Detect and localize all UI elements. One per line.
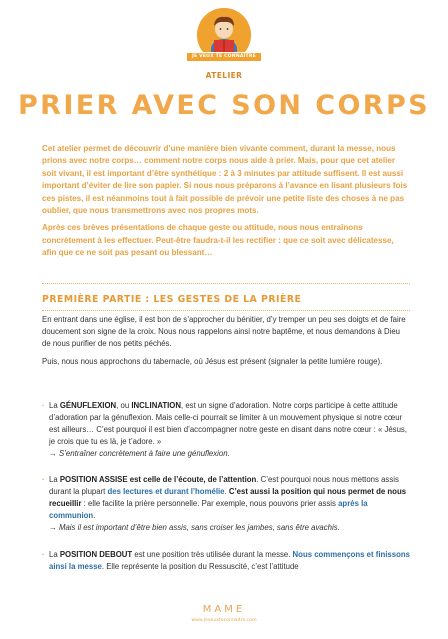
text-run: : elle facilite la prière personnelle. Par exemple, nous pouvons prier assis [81,499,339,509]
text-run: . [93,511,96,521]
page-title: PRIER AVEC SON CORPS [17,90,431,121]
publisher-logo: MAME [202,604,246,615]
category-label: ATELIER [205,71,243,80]
divider [42,283,410,284]
bullet-genuflexion [42,400,412,460]
keyword: POSITION ASSISE est celle de l’écoute, de l’attention [59,475,257,484]
keyword: INCLINATION [131,401,182,410]
bullet-position-debout [42,549,412,573]
section-paragraph-1: En entrant dans une église, il est bon de s’approcher du bénitier, d’y tremper un peu ses doigts et de faire doucement son signe de la croix. Nous nous rappelons ainsi notre baptême, et nous demandons à Dieu de nous purifier de nos petits péchés. [42,315,406,349]
section-underline [42,310,410,311]
section-title: PREMIÈRE PARTIE : LES GESTES DE LA PRIÈRE [42,294,302,305]
bullet-dot: · [42,475,45,484]
exercise-note: → Mais il est important d’être bien assis, sans croiser les jambes, sans être avachis. [49,523,340,533]
logo [186,8,262,68]
keyword: C’est aussi la position qui nous permet de nous recueillir [49,487,407,509]
intro-paragraph-2: Après ces brèves présentations de chaque geste ou attitude, nous nous entraînons concrètement à les effectuer. Peut-être faudra-t-il les rectifier : que ce soit avec délicatesse, afin que ce ne soit pas pesant ou blessant… [42,223,394,258]
text-run: . Elle représente la position du Ressuscité, c’est l’attitude [101,562,299,572]
section-paragraph-2: Puis, nous nous approchons du tabernacle, où Jésus est présent (signaler la petite lumière rouge). [42,357,383,366]
highlight: Nous commençons et finissons ainsi la messe [49,550,410,572]
intro-paragraph-1: Cet atelier permet de découvrir d’une manière bien vivante comment, durant la messe, nous prions avec notre corps… comment notre corps nous aide à prier. Mais, pour que cet atelier soit vivant, il est important d’être synthétique : 2 à 3 minutes par attitude suffisent. Il est aussi important d’éviter de lire son papier. Si nous nous préparons à l’avance en lisant plusieurs fois ces pistes, il est néanmoins tout à fait possible de prévoir une petite liste des choses à ne pas oublier, que nous transmettrons avec nos propres mots. [42,144,408,216]
text-run: , est un signe d’adoration. Notre corps participe à cette attitude d’adoration par la génuflexion. Mais celle-ci pourrait se limiter à un mouvement physique si notre cœur est ailleurs… C’est pourquoi il est bien d’accompagner notre geste en disant dans notre cœur : « Jésus, je crois que tu es là, je t’adore. » [49,401,407,447]
text-run: est une position très utilisée durant la messe. [132,550,293,559]
bullet-position-assise [42,474,412,534]
keyword: POSITION DEBOUT [59,550,133,559]
bullet-dot: · [42,401,45,410]
keyword: GÉNUFLEXION [59,401,117,410]
highlight: des lectures et durant l’homélie [107,487,225,497]
exercise-note: → S’entraîner concrètement à faire une génuflexion. [49,449,230,459]
highlight: après la communion [49,499,368,521]
bullet-dot: · [42,550,45,559]
text-run: La [49,401,60,410]
text-run: . C’est pourquoi nous nous mettons assis durant la plupart [49,475,399,497]
text-run: . [224,487,229,497]
intro [42,143,410,265]
text-run: , ou [116,401,132,410]
logo-banner-text: JE VEUX TE CONNAÎTRE [186,52,262,62]
text-run: La [49,475,60,484]
website-link[interactable]: www.jeveuxteconnaitre.com [191,618,257,623]
text-run: La [49,550,60,559]
